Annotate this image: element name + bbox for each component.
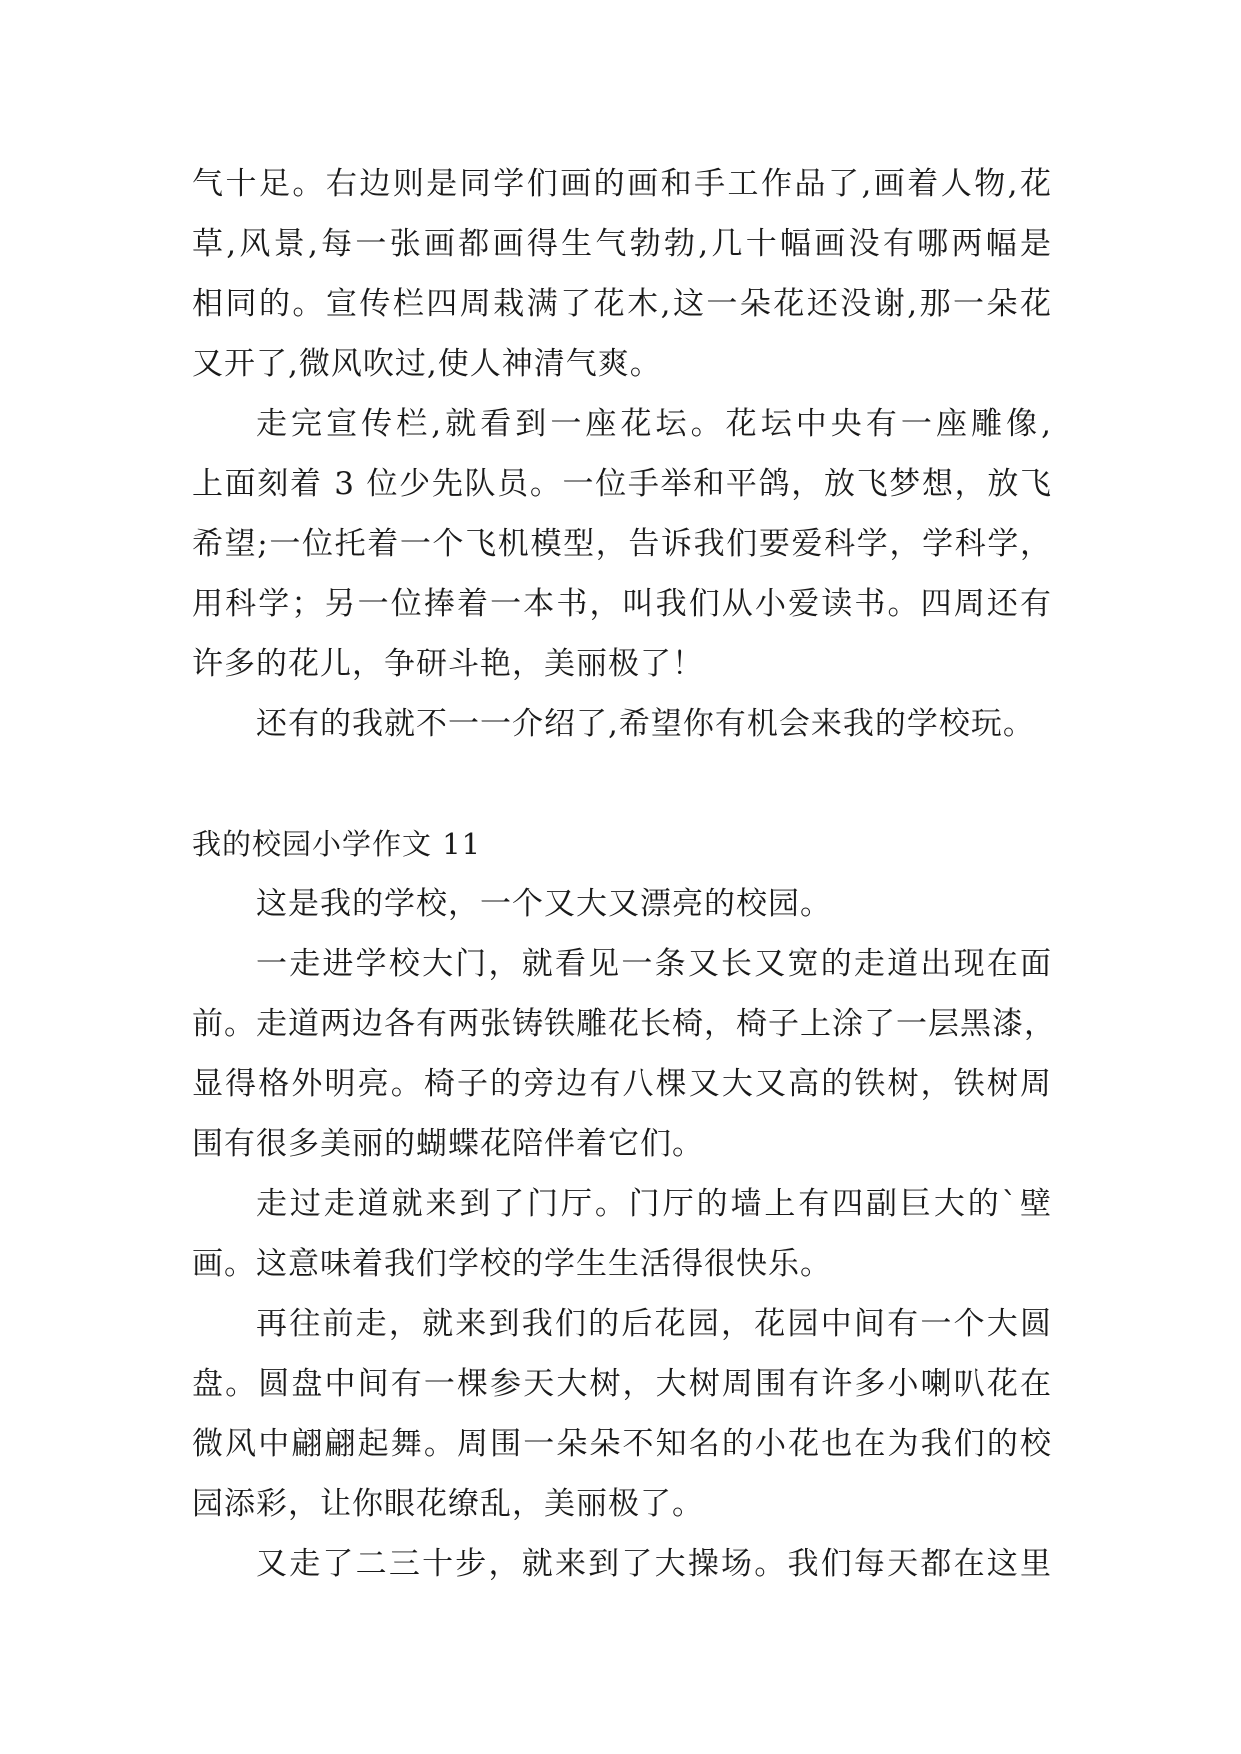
paragraph [192, 1294, 1052, 1534]
text-line: 许多的花儿，争研斗艳，美丽极了！ [192, 646, 704, 682]
text-line: 又走了二三十步，就来到了大操场。我们每天都在这里 [256, 1546, 1052, 1582]
paragraph [192, 934, 1056, 1174]
text-line: 气十足。右边则是同学们画的画和手工作品了,画着人物,花 [192, 166, 1052, 202]
paragraph [192, 394, 1052, 694]
text-line: 盘。圆盘中间有一棵参天大树，大树周围有许多小喇叭花在 [192, 1366, 1052, 1402]
text-line: 走完宣传栏,就看到一座花坛。花坛中央有一座雕像, [256, 406, 1052, 442]
text-line: 这是我的学校，一个又大又漂亮的校园。 [256, 886, 832, 922]
text-line: 希望;一位托着一个飞机模型，告诉我们要爱科学，学科学， [192, 526, 1052, 562]
text-line: 上面刻着 3 位少先队员。一位手举和平鸽，放飞梦想，放飞 [192, 466, 1052, 502]
text-line: 画。这意味着我们学校的学生生活得很快乐。 [192, 1246, 832, 1282]
text-line: 显得格外明亮。椅子的旁边有八棵又大又高的铁树，铁树周 [192, 1066, 1052, 1102]
paragraph [192, 154, 1052, 394]
essay-title: 我的校园小学作文 11 [192, 827, 482, 861]
document-page [192, 154, 1056, 1594]
text-line: 用科学；另一位捧着一本书，叫我们从小爱读书。四周还有 [192, 586, 1052, 622]
text-line: 相同的。宣传栏四周栽满了花木,这一朵花还没谢,那一朵花 [192, 286, 1052, 322]
text-line: 再往前走，就来到我们的后花园，花园中间有一个大圆 [256, 1306, 1052, 1342]
text-line: 前。走道两边各有两张铸铁雕花长椅，椅子上涂了一层黑漆， [192, 1006, 1056, 1042]
text-line: 走过走道就来到了门厅。门厅的墙上有四副巨大的`壁 [256, 1186, 1052, 1222]
section-gap [192, 754, 1052, 814]
text-line: 又开了,微风吹过,使人神清气爽。 [192, 346, 662, 382]
text-line: 草,风景,每一张画都画得生气勃勃,几十幅画没有哪两幅是 [192, 226, 1052, 262]
paragraph [192, 1534, 1052, 1594]
paragraph [192, 694, 1052, 754]
text-line: 围有很多美丽的蝴蝶花陪伴着它们。 [192, 1126, 704, 1162]
text-line: 还有的我就不一一介绍了,希望你有机会来我的学校玩。 [256, 706, 1035, 742]
text-line: 微风中翩翩起舞。周围一朵朵不知名的小花也在为我们的校 [192, 1426, 1052, 1462]
text-line: 园添彩，让你眼花缭乱，美丽极了。 [192, 1486, 704, 1522]
paragraph [192, 1174, 1052, 1294]
text-line: 一走进学校大门，就看见一条又长又宽的走道出现在面 [256, 946, 1052, 982]
paragraph [192, 874, 1052, 934]
